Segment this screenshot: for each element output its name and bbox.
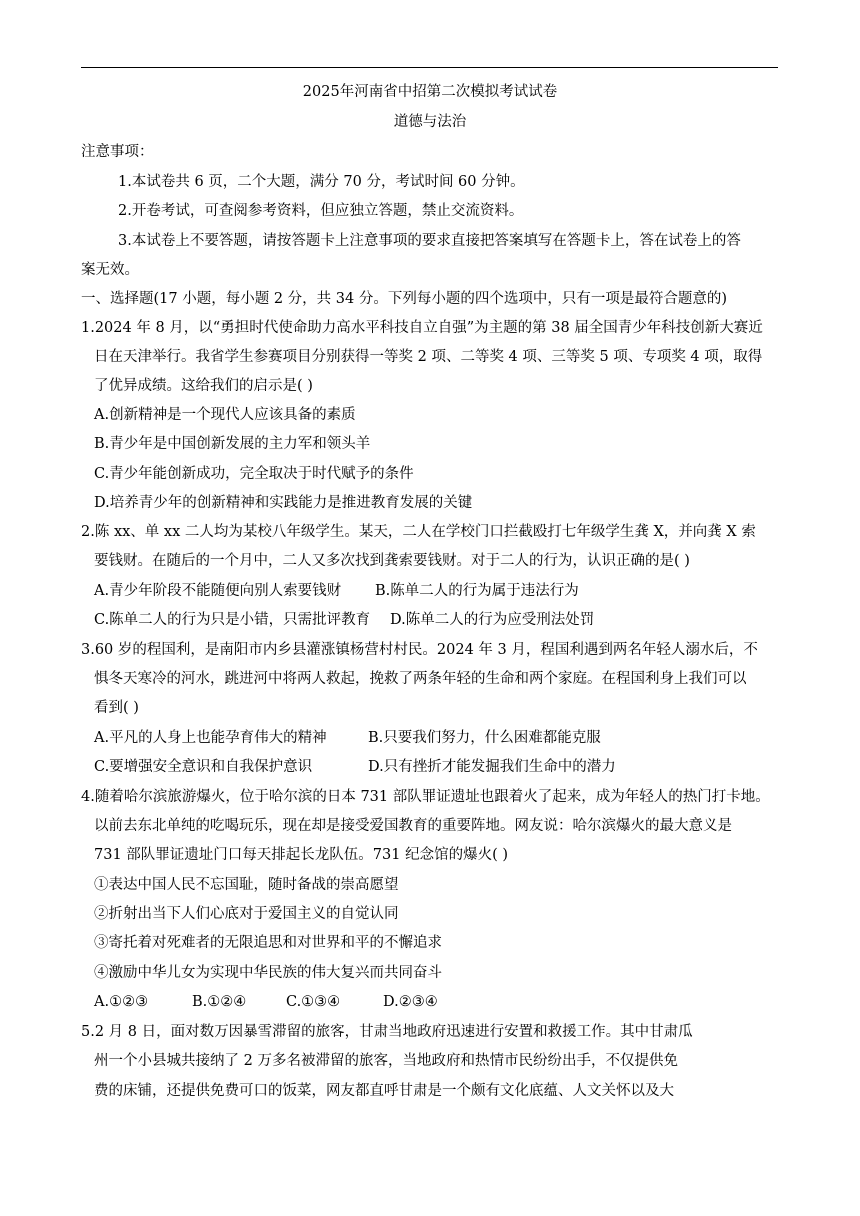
q1-option-a: A.创新精神是一个现代人应该具备的素质 bbox=[94, 407, 356, 423]
notice-item-3-line2: 案无效。 bbox=[81, 262, 139, 278]
q4-statement-4: ④激励中华儿女为实现中华民族的伟大复兴而共同奋斗 bbox=[94, 965, 442, 981]
notice-item-2: 2.开卷考试，可查阅参考资料，但应独立答题，禁止交流资料。 bbox=[118, 203, 524, 219]
section-heading: 一、选择题(17 小题，每小题 2 分，共 34 分。下列每小题的四个选项中，只有一项是最符合题意的) bbox=[81, 291, 727, 307]
q4-option-b: B.①②④ bbox=[192, 994, 247, 1010]
q1-option-c: C.青少年能创新成功，完全取决于时代赋予的条件 bbox=[94, 466, 414, 482]
q3-stem-line2: 惧冬天寒冷的河水，跳进河中将两人救起，挽救了两条年轻的生命和两个家庭。在程国利身上我们可以 bbox=[94, 671, 747, 687]
q4-option-d: D.②③④ bbox=[383, 994, 438, 1010]
q4-statement-2: ②折射出当下人们心底对于爱国主义的自觉认同 bbox=[94, 906, 399, 922]
notice-heading: 注意事项： bbox=[81, 144, 154, 160]
q4-statement-1: ①表达中国人民不忘国耻，随时备战的崇高愿望 bbox=[94, 877, 399, 893]
exam-subject: 道德与法治 bbox=[393, 114, 467, 130]
q1-stem-line1: 1.2024 年 8 月，以“勇担时代使命助力高水平科技自立自强”为主题的第 38 届全国青少年科技创新大赛近 bbox=[81, 320, 763, 336]
q1-option-d: D.培养青少年的创新精神和实践能力是推进教育发展的关键 bbox=[94, 495, 473, 511]
q2-option-b: B.陈单二人的行为属于违法行为 bbox=[375, 583, 579, 599]
notice-item-3-line1: 3.本试卷上不要答题，请按答题卡上注意事项的要求直接把答案填写在答题卡上，答在试卷上的答 bbox=[118, 233, 741, 249]
notice-item-1: 1.本试卷共 6 页，二个大题，满分 70 分，考试时间 60 分钟。 bbox=[118, 174, 525, 190]
q4-statement-3: ③寄托着对死难者的无限追思和对世界和平的不懈追求 bbox=[94, 935, 442, 951]
q5-stem-line3: 费的床铺，还提供免费可口的饭菜，网友都直呼甘肃是一个颇有文化底蕴、人文关怀以及大 bbox=[94, 1083, 674, 1099]
q2-stem-line2: 要钱财。在随后的一个月中，二人又多次找到龚索要钱财。对于二人的行为，认识正确的是( ) bbox=[94, 553, 690, 569]
q3-option-b: B.只要我们努力，什么困难都能克服 bbox=[368, 730, 601, 746]
q4-option-c: C.①③④ bbox=[286, 994, 341, 1010]
q1-stem-line3: 了优异成绩。这给我们的启示是( ) bbox=[94, 378, 313, 394]
q4-option-a: A.①②③ bbox=[94, 994, 149, 1010]
q2-stem-line1: 2.陈 xx、单 xx 二人均为某校八年级学生。某天，二人在学校门口拦截殴打七年级学生龚 X，并向龚 X 索 bbox=[81, 524, 756, 540]
q2-option-c: C.陈单二人的行为只是小错，只需批评教育 bbox=[94, 612, 371, 628]
q3-stem-line3: 看到( ) bbox=[94, 700, 139, 716]
header-rule bbox=[81, 67, 778, 68]
q3-stem-line1: 3.60 岁的程国利，是南阳市内乡县灌涨镇杨营村村民。2024 年 3 月，程国利遇到两名年轻人溺水后，不 bbox=[81, 642, 758, 658]
q2-option-d: D.陈单二人的行为应受刑法处罚 bbox=[390, 612, 595, 628]
q5-stem-line2: 州一个小县城共接纳了 2 万多名被滞留的旅客，当地政府和热情市民纷纷出手，不仅提供免 bbox=[94, 1053, 678, 1069]
q4-stem-line2: 以前去东北单纯的吃喝玩乐，现在却是接受爱国教育的重要阵地。网友说：哈尔滨爆火的最大意义是 bbox=[94, 818, 732, 834]
q1-option-b: B.青少年是中国创新发展的主力军和领头羊 bbox=[94, 436, 371, 452]
q3-option-a: A.平凡的人身上也能孕育伟大的精神 bbox=[94, 730, 327, 746]
q4-stem-line1: 4.随着哈尔滨旅游爆火，位于哈尔滨的日本 731 部队罪证遗址也跟着火了起来，成为年轻人的热门打卡地。 bbox=[81, 789, 770, 805]
q1-stem-line2: 日在天津举行。我省学生参赛项目分别获得一等奖 2 项、二等奖 4 项、三等奖 5 项、专项奖 4 项，取得 bbox=[94, 349, 763, 365]
q4-stem-line3: 731 部队罪证遗址门口每天排起长龙队伍。731 纪念馆的爆火( ) bbox=[94, 847, 508, 863]
q3-option-c: C.要增强安全意识和自我保护意识 bbox=[94, 759, 313, 775]
exam-title: 2025年河南省中招第二次模拟考试试卷 bbox=[302, 84, 558, 100]
q5-stem-line1: 5.2 月 8 日，面对数万因暴雪滞留的旅客，甘肃当地政府迅速进行安置和救援工作。其中甘肃瓜 bbox=[81, 1024, 693, 1040]
q2-option-a: A.青少年阶段不能随便向别人索要钱财 bbox=[94, 583, 342, 599]
q3-option-d: D.只有挫折才能发掘我们生命中的潜力 bbox=[368, 759, 616, 775]
